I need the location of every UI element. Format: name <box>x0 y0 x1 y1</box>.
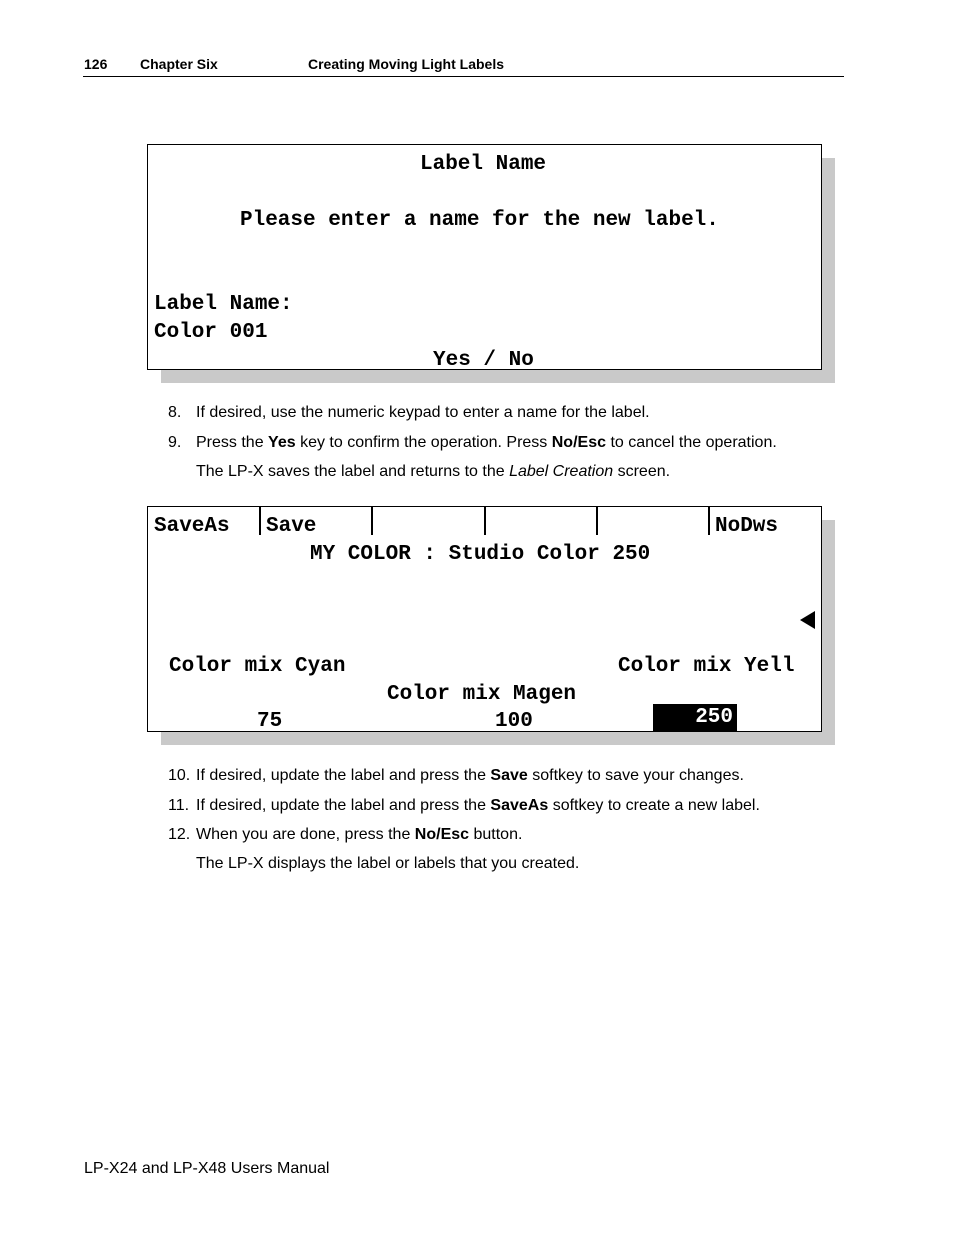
step-number: 8. <box>168 404 182 421</box>
softkey-divider <box>371 507 373 535</box>
softkey-divider <box>259 507 261 535</box>
text-run: to cancel the operation. <box>606 434 777 451</box>
text-run: If desired, update the label and press the <box>196 797 491 814</box>
param-center: Color mix Magen <box>387 683 577 706</box>
field-value: Color 001 <box>154 321 268 344</box>
screen-title: MY COLOR : Studio Color 250 <box>310 543 651 566</box>
step-9-result <box>196 462 670 482</box>
text-run: button. <box>469 826 523 843</box>
field-label: Label Name: <box>154 293 293 316</box>
softkey-divider <box>484 507 486 535</box>
value-center: 100 <box>495 710 533 733</box>
value-left: 75 <box>257 710 283 733</box>
key-name-noesc: No/Esc <box>551 434 606 451</box>
label-name-screen <box>147 144 835 383</box>
param-right: Color mix Yell <box>618 655 795 678</box>
screen-name: Label Creation <box>509 463 614 480</box>
section-title: Creating Moving Light Labels <box>308 56 505 72</box>
key-name-saveas: SaveAs <box>490 797 549 814</box>
text-run: The LP-X saves the label and returns to the <box>196 463 510 480</box>
softkey-divider <box>708 507 710 535</box>
step-text <box>196 796 760 816</box>
softkey-nodws[interactable]: NoDws <box>715 515 779 538</box>
key-name-yes: Yes <box>268 434 296 451</box>
step-text <box>196 825 522 845</box>
step-text <box>196 766 744 786</box>
text-run: Press the <box>196 434 269 451</box>
param-left: Color mix Cyan <box>169 655 346 678</box>
text-run: softkey to create a new label. <box>548 797 760 814</box>
page-footer: LP-X24 and LP-X48 Users Manual <box>84 1160 330 1177</box>
confirm-prompt: Yes / No <box>433 349 534 372</box>
step-text <box>196 433 777 453</box>
screen-title: Label Name <box>420 153 547 176</box>
text-run: screen. <box>613 463 671 480</box>
lcd-display <box>147 144 822 370</box>
softkey-save[interactable]: Save <box>266 515 317 538</box>
label-creation-screen <box>147 506 835 745</box>
step-text: If desired, use the numeric keypad to enter a name for the label. <box>196 404 650 421</box>
page-number: 126 <box>84 56 108 72</box>
screen-prompt: Please enter a name for the new label. <box>240 209 719 232</box>
softkey-saveas[interactable]: SaveAs <box>154 515 230 538</box>
value-right-selected: 250 <box>653 704 737 732</box>
chapter-label: Chapter Six <box>140 56 218 72</box>
text-run: The LP-X displays the label or labels that you created. <box>196 855 580 872</box>
step-12-result <box>196 854 579 874</box>
step-number: 12. <box>168 826 191 843</box>
text-run: When you are done, press the <box>196 826 415 843</box>
text-run: softkey to save your changes. <box>527 767 744 784</box>
step-number: 11. <box>168 797 190 814</box>
step-number: 9. <box>168 434 182 451</box>
lcd-display <box>147 506 822 732</box>
key-name-noesc: No/Esc <box>414 826 470 843</box>
text-run: key to confirm the operation. Press <box>295 434 552 451</box>
key-name-save: Save <box>490 767 528 784</box>
step-number: 10. <box>168 767 191 784</box>
page-left-arrow-icon <box>800 611 815 629</box>
softkey-divider <box>596 507 598 535</box>
text-run: If desired, update the label and press the <box>196 767 491 784</box>
page-header <box>83 56 844 77</box>
